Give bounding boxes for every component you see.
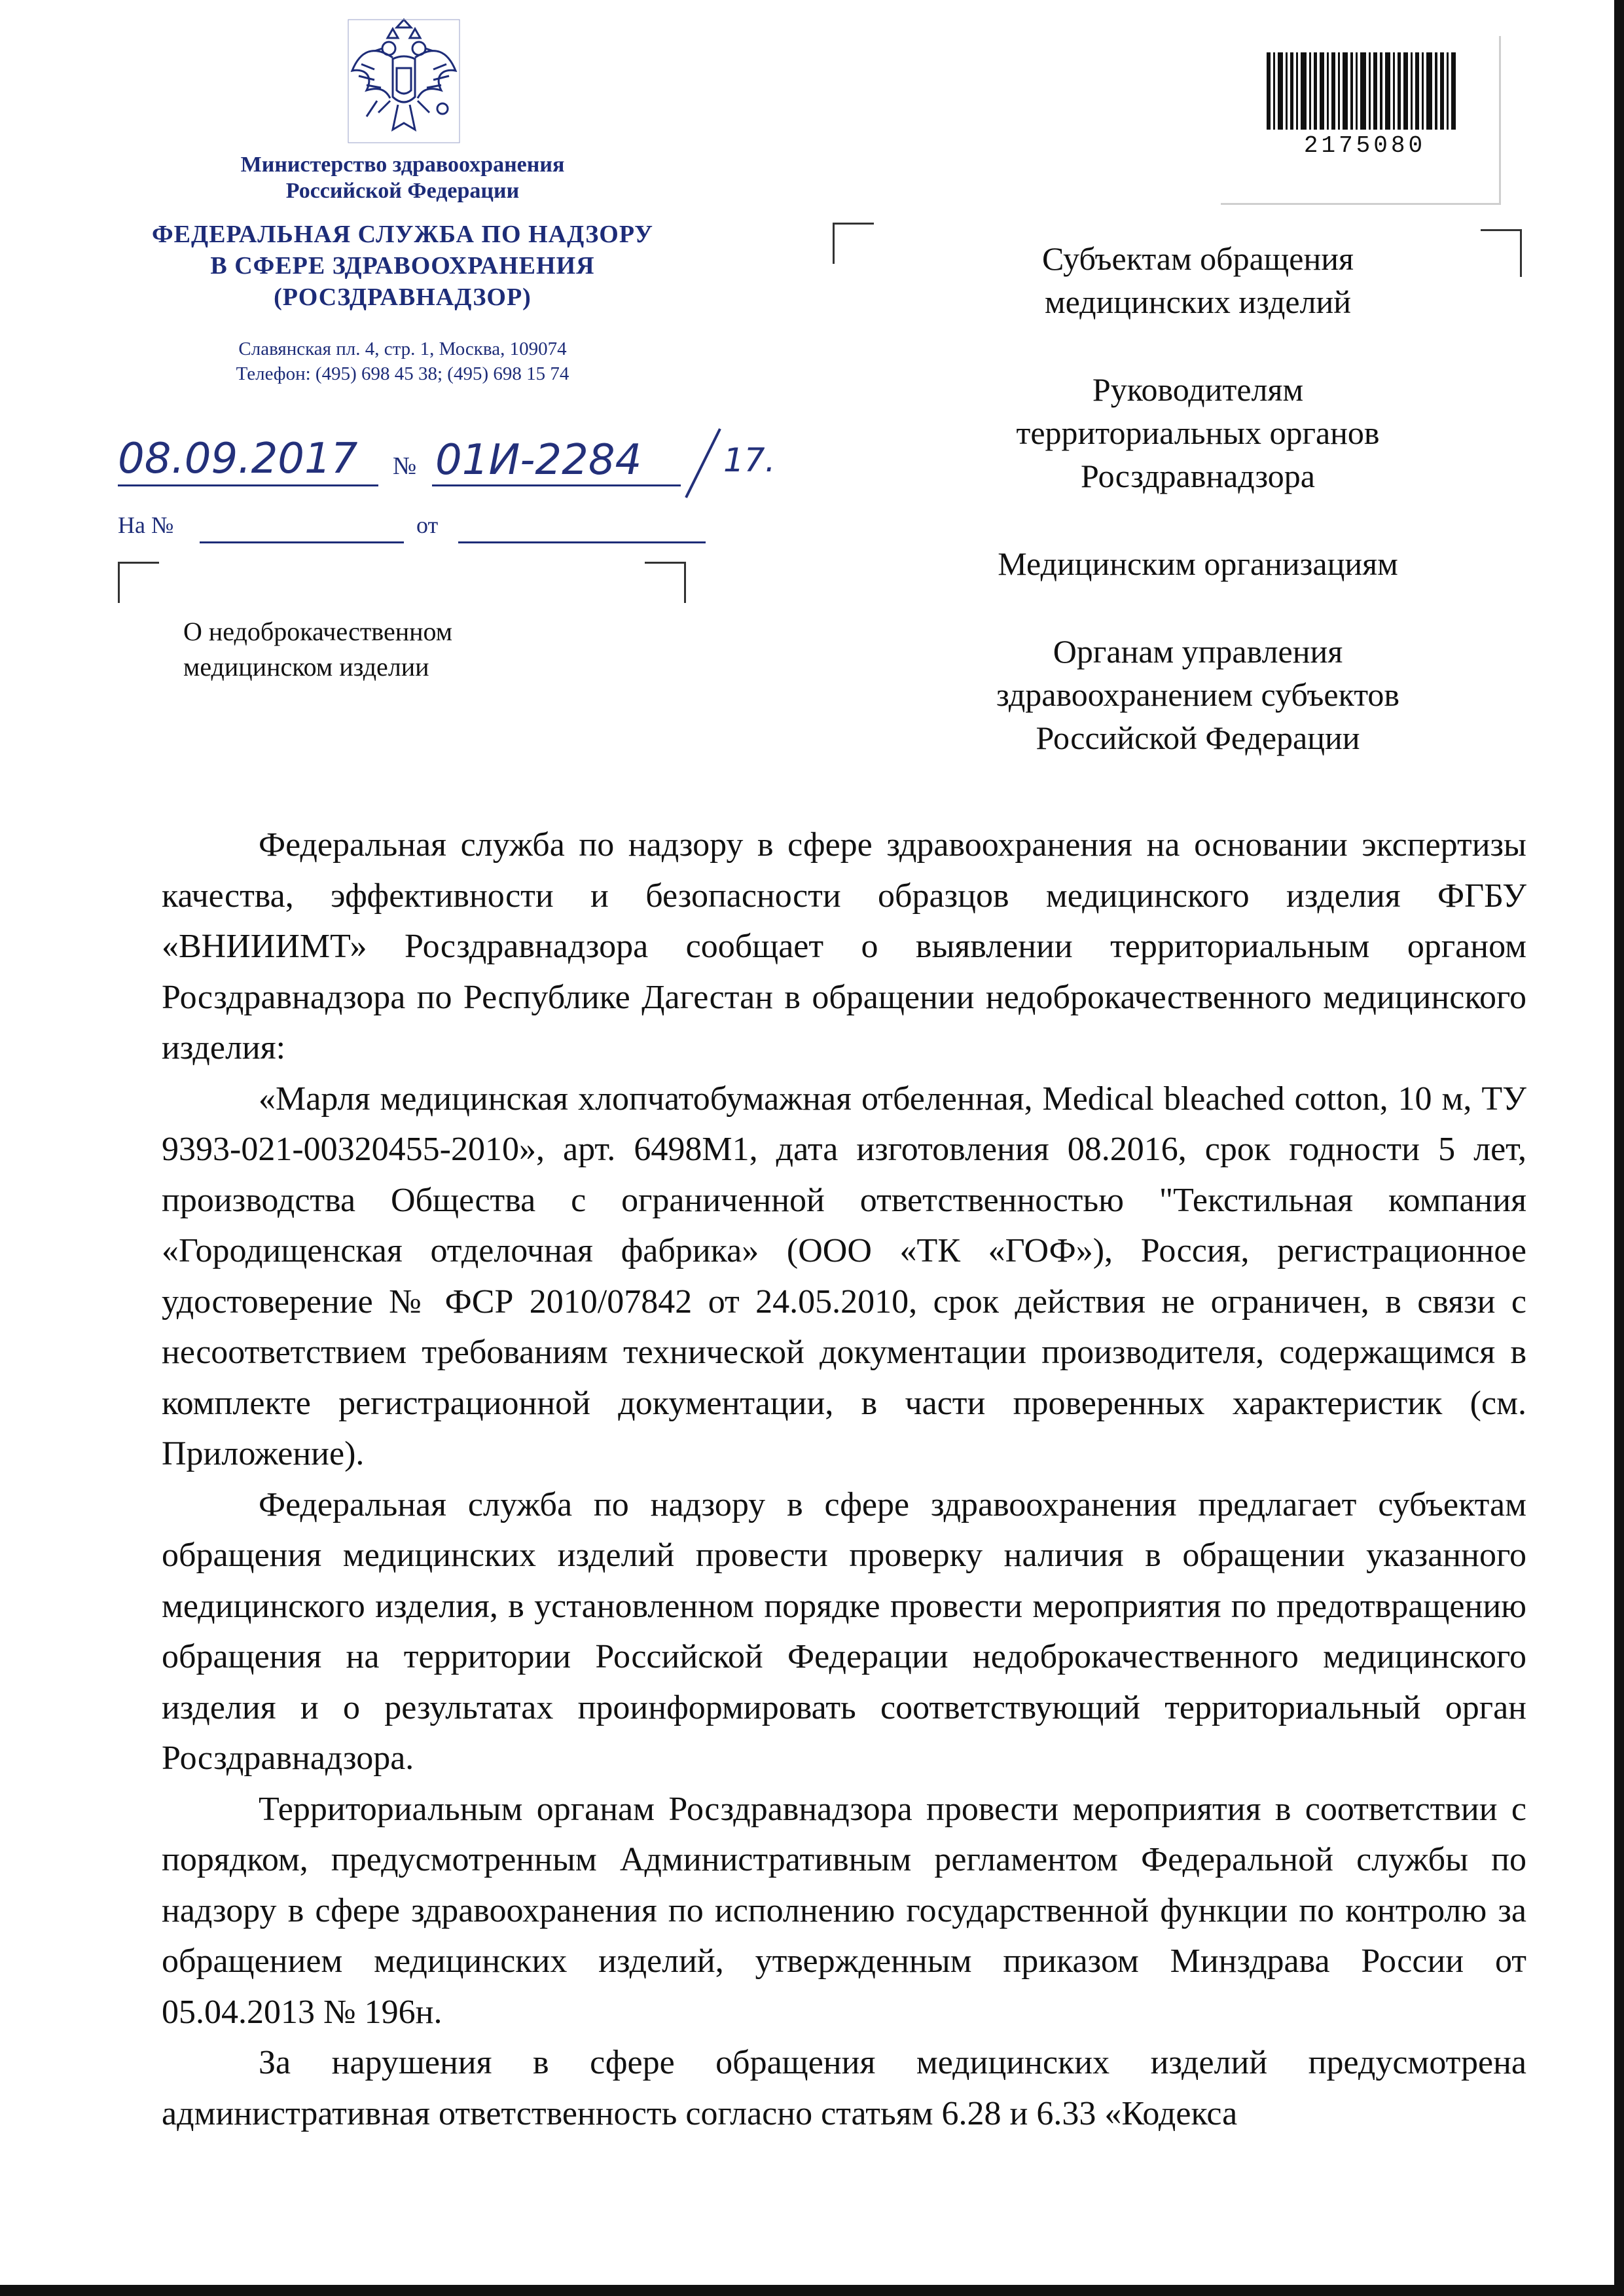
service-name: ФЕДЕРАЛЬНАЯ СЛУЖБА ПО НАДЗОРУ В СФЕРЕ ЗДРАВООХРАНЕНИЯ (РОСЗДРАВНАДЗОР) — [152, 221, 653, 311]
corner-mark-top-right — [645, 562, 686, 603]
reply-date-blank — [458, 541, 706, 543]
addressee: Субъектам обращения медицинских изделий — [1042, 240, 1354, 320]
body-paragraph: Федеральная служба по надзору в сфере здравоохранения на основании экспертизы качества, эффективности и безопасности образцов медицинского изделия ФГБУ «ВНИИИМТ» Росздравнадзора сообщает о выявлении территориальным органом Росздравнадзора по Республике Дагестан в обращении недоброкачественного медицинского изделия: — [162, 826, 1526, 1066]
address-corner-mark-right — [1481, 229, 1522, 277]
letter-body — [162, 820, 1526, 2139]
addressee: Органам управления здравоохранением субъектов Российской Федерации — [996, 633, 1400, 756]
address-corner-mark-left — [833, 223, 874, 264]
reply-to-label: На № — [118, 512, 174, 538]
barcode-icon — [1267, 52, 1456, 131]
coat-of-arms-emblem-icon — [347, 18, 461, 144]
addressees-block — [910, 237, 1486, 759]
registration-number: 01И-2284 — [435, 436, 642, 484]
body-paragraph: За нарушения в сфере обращения медицинских изделий предусмотрена административная ответственность согласно статьям 6.28 и 6.33 «Кодекса — [162, 2044, 1526, 2132]
corner-mark-top-left — [118, 562, 159, 603]
registration-date: 08.09.2017 — [118, 435, 358, 483]
organization-letterhead — [98, 152, 707, 386]
body-paragraph: Федеральная служба по надзору в сфере здравоохранения предлагает субъектам обращения медицинских изделий провести проверку наличия в обращении указанного медицинского изделия, в установленном порядке провести мероприятия по предотвращению обращения на территории Российской Федерации недоброкачественного медицинского изделия и о результатах проинформировать соответствующий территориальный орган Росздравнадзора. — [162, 1485, 1526, 1777]
reply-number-blank — [200, 541, 404, 543]
date-underline — [118, 484, 378, 486]
registration-year: 17. — [723, 441, 776, 479]
body-paragraph: «Марля медицинская хлопчатобумажная отбеленная, Medical bleached cotton, 10 м, ТУ 9393-021-00320455-2010», арт. 6498М1, дата изготовления 08.2016, срок годности 5 лет, производства Общества с ограниченной ответственностью "Текстильная компания «Городищенская отделочная фабрика» (ООО «ТК «ГОФ»), Россия, регистрационное удостоверение № ФСР 2010/07842 от 24.05.2010, срок действия не ограничен, в связи с несоответствием требованиям технической документации производителя, содержащимся в комплекте регистрационной документации, в части проверенных характеристик (см. Приложение). — [162, 1080, 1526, 1472]
addressee: Медицинским организациям — [998, 545, 1398, 582]
body-paragraph: Территориальным органам Росздравнадзора провести мероприятия в соответствии с порядком, предусмотренным Административным регламентом Федеральной службы по надзору в сфере здравоохранения по исполнению государственной функции по контролю за обращением медицинских изделий, утвержденным приказом Минздрава России от 05.04.2013 № 196н. — [162, 1790, 1526, 2031]
registration-line — [118, 432, 776, 491]
barcode-number: 2175080 — [1303, 132, 1426, 159]
organization-address: Славянская пл. 4, стр. 1, Москва, 109074 Телефон: (495) 698 45 38; (495) 698 15 74 — [236, 338, 569, 384]
slash-mark-icon — [681, 426, 727, 504]
scan-edge-right — [1614, 0, 1624, 2296]
letter-subject: О недоброкачественном медицинском изделии — [183, 617, 453, 682]
number-underline — [432, 484, 681, 486]
addressee: Руководителям территориальных органов Росздравнадзора — [1016, 371, 1380, 494]
from-label: от — [416, 512, 439, 538]
scan-edge-bottom — [0, 2285, 1624, 2296]
ministry-name: Министерство здравоохранения Российской Федерации — [240, 153, 565, 203]
number-sign: № — [393, 452, 417, 480]
reply-reference-line — [118, 507, 707, 547]
